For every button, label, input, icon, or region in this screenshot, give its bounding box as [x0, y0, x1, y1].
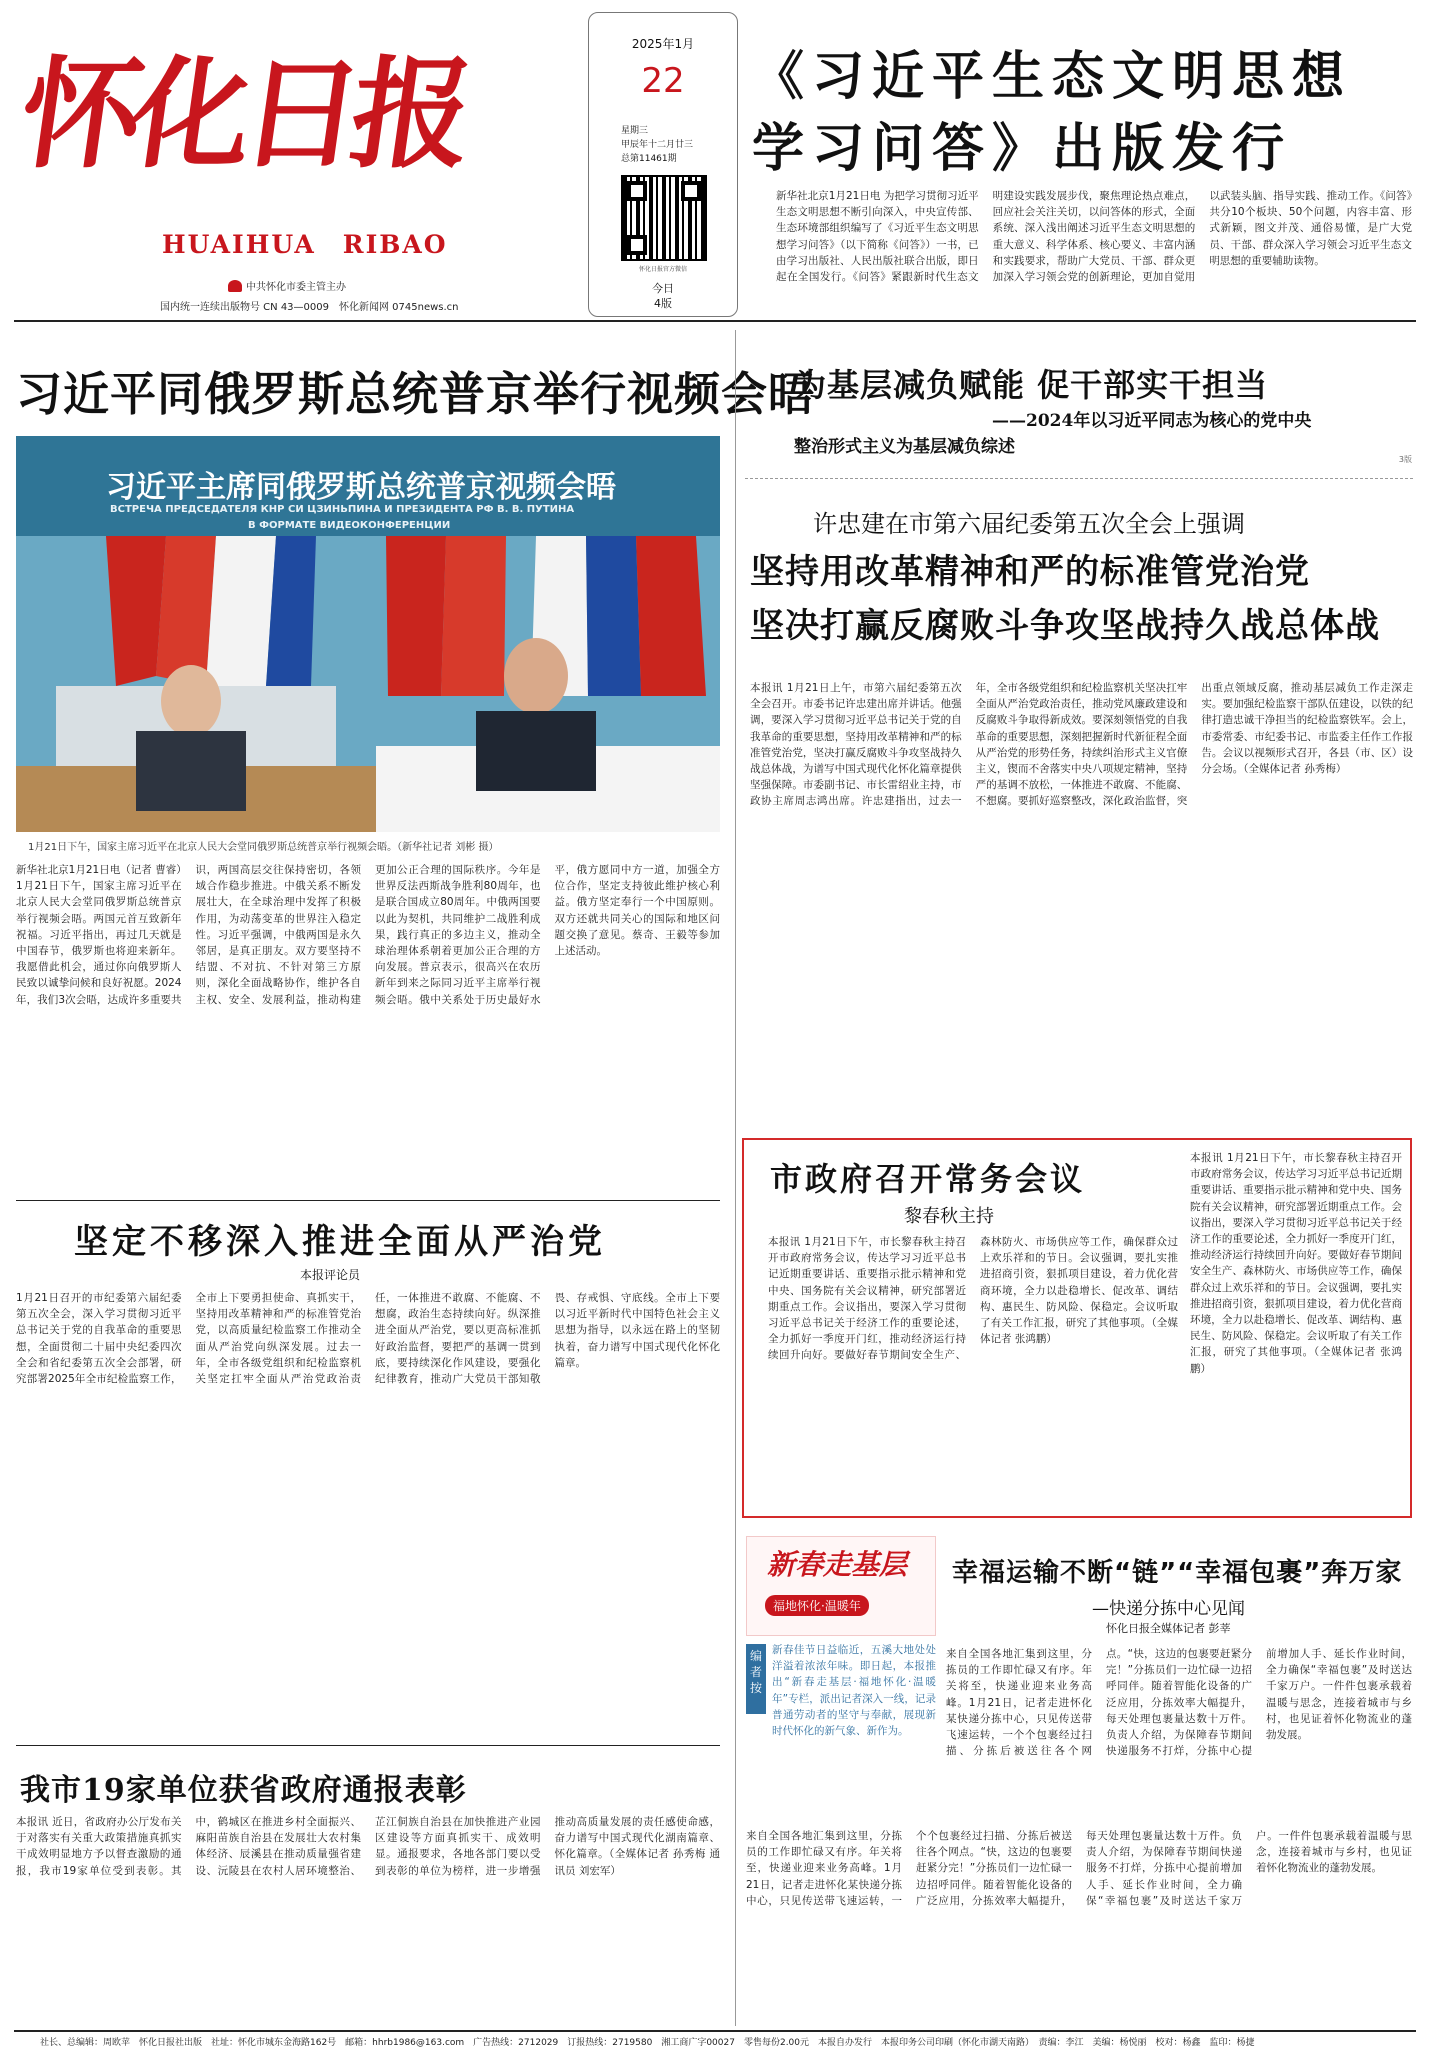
date-box: [588, 12, 738, 317]
reduce-story: [752, 338, 1412, 468]
reduce-subtitle: ——2024年以习近平同志为核心的党中央整治形式主义为基层减负综述: [794, 411, 1312, 457]
resolve-title[interactable]: 坚定不移深入推进全面从严治党: [74, 1222, 606, 1262]
government-body-right: 本报讯 1月21日下午，市长黎春秋主持召开市政府常务会议，传达学习习近平总书记近期重要讲话、重要指示批示精神和党中央、国务院有关会议精神，研究部署近期重点工作。会议指出，要深入学习贯彻习近平总书记关于经济工作的重要论述，全力抓好一季度开门红，推动经济运行持续回升向好。要做好春节期间安全生产、森林防火、市场供应等工作，确保群众过上欢乐祥和的节日。会议强调，要扎实推进招商引资，狠抓项目建设，着力优化营商环境，全力以赴稳增长、促改革、调结构、惠民生、防风险、保稳定。会议听取了有关工作汇报，研究了其他事项。（全媒体记者 张鸿鹏）: [1190, 1152, 1402, 1375]
date-issue: 总第11461期: [621, 154, 677, 164]
date-lunar: 甲辰年十二月廿三: [621, 140, 694, 150]
spring-badge-title: 新春走基层: [767, 1548, 908, 1581]
rule-column-divider: [735, 330, 736, 2026]
lead-photo: [16, 436, 720, 832]
award-body: 本报讯 近日，省政府办公厅发布关于对落实有关重大政策措施真抓实干成效明显地方予以督查激励的通报，我市19家单位受到表彰。其中，鹤城区在推进乡村全面振兴、麻阳苗族自治县在发展壮大农村集体经济、辰溪县在推动质量强省建设、沅陵县在农村人居环境整治、芷江侗族自治县在加快推进产业园区建设等方面真抓实干、成效明显。通报要求，各地各部门要以受到表彰的单位为榜样，进一步增强推动高质量发展的责任感使命感，奋力谱写中国式现代化湖南篇章、怀化篇章。（全媒体记者 孙秀梅 通讯员 刘宏军）: [16, 1816, 720, 1877]
sponsor-text: 中共怀化市委主管主办: [246, 282, 346, 293]
editor-note-tag: 编者按: [746, 1644, 766, 1714]
discipline-title-1[interactable]: 坚持用改革精神和严的标准管党治党: [750, 552, 1310, 592]
party-emblem-icon: [228, 280, 242, 292]
editor-note: 新春佳节日益临近，五溪大地处处洋溢着浓浓年味。即日起，本报推出“新春走基层·福地怀化·温暖年”专栏，派出记者深入一线，记录普通劳动者的坚守与奉献，展现新时代怀化的新气象、新作为。: [772, 1644, 936, 1738]
spring-badge: [746, 1536, 936, 1636]
masthead-pinyin: HUAIHUA RIBAO: [162, 230, 448, 259]
rule-footer: [14, 2030, 1416, 2032]
government-subtitle: 黎春秋主持: [904, 1206, 994, 1227]
reduce-jump[interactable]: 3版: [1398, 455, 1412, 464]
logo-char-2: 化: [122, 44, 262, 185]
rule-reduce-bottom: [745, 478, 1413, 479]
flags-left: [106, 536, 316, 686]
photo-banner: [16, 436, 720, 536]
government-story: [742, 1138, 1412, 1518]
date-month: 2025年1月: [631, 37, 695, 51]
lead-story-title[interactable]: 习近平同俄罗斯总统普京举行视频会晤: [16, 367, 815, 421]
government-title[interactable]: 市政府召开常务会议: [770, 1160, 1086, 1198]
discipline-story: [745, 490, 1413, 1140]
discipline-kicker: 许忠建在市第六届纪委第五次全会上强调: [813, 510, 1245, 538]
logo-char-4: 报: [342, 44, 482, 185]
photo-banner-ru2: В ФОРМАТЕ ВИДЕОКОНФЕРЕНЦИИ: [248, 520, 451, 531]
logistics-story: [742, 1528, 1412, 2028]
date-weekday: 星期三: [621, 126, 649, 136]
logo-char-3: 日: [232, 44, 372, 185]
lead-photo-caption: 1月21日下午，国家主席习近平在北京人民大会堂同俄罗斯总统普京举行视频会晤。（新华社记者 刘彬 摄）: [28, 842, 499, 853]
rule-top: [14, 320, 1416, 322]
discipline-body: 本报讯 1月21日上午，市第六届纪委第五次全会召开。市委书记许忠建出席并讲话。他强调，要深入学习贯彻习近平总书记关于党的自我革命的重要思想，坚持用改革精神和严的标准管党治党，坚决打赢反腐败斗争攻坚战持久战总体战，为谱写中国式现代化怀化篇章提供坚强保障。市委副书记、市长雷绍业主持，市政协主席周志鸿出席。许忠建指出，过去一年，全市各级党组织和纪检监察机关坚决扛牢全面从严治党政治责任，推动党风廉政建设和反腐败斗争取得新成效。要深刻领悟党的自我革命的重要思想，深刻把握新时代新征程全面从严治党的形势任务，持续纠治形式主义官僚主义，锲而不舍落实中央八项规定精神，坚持严的基调不放松，一体推进不敢腐、不能腐、不想腐。要抓好巡察整改，深化政治监督，突出重点领域反腐，推动基层减负工作走深走实。要加强纪检监察干部队伍建设，以铁的纪律打造忠诚干净担当的纪检监察铁军。会上，市委常委、市纪委书记、市监委主任作工作报告。会议以视频形式召开，各县（市、区）设分会场。（全媒体记者 孙秀梅）: [750, 682, 1413, 808]
masthead-sponsor: [228, 278, 346, 293]
rule-resolve-bottom: [16, 1745, 720, 1746]
date-day: 22: [641, 61, 685, 101]
footer-info: 社长、总编辑：周欧苹 怀化日报社出版 社址：怀化市城东金海路162号 邮箱：hhrb1986@163.com 广告热线：2712029 订报热线：2719580 湘工商广字00027 零售每份2.00元 本报自办发行 本报印务公司印刷（怀化市湖天南路） 责编：李江 美编：杨悦丽 校对：杨鑫 监印：杨捷: [40, 2038, 1255, 2048]
resolve-byline: 本报评论员: [300, 1268, 361, 1282]
rule-lead-bottom: [16, 1200, 720, 1201]
photo-banner-cn: 习近平主席同俄罗斯总统普京视频会晤: [106, 470, 616, 505]
masthead: [0, 0, 590, 320]
award-title[interactable]: 我市19家单位获省政府通报表彰: [20, 1773, 467, 1808]
spring-badge-sub: 福地怀化·温暖年: [765, 1595, 869, 1616]
logo-char-1: 怀: [12, 44, 152, 185]
logistics-body-bottom: 来自全国各地汇集到这里，分拣员的工作即忙碌又有序。年关将至，快递业迎来业务高峰。1月21日，记者走进怀化某快递分拣中心，只见传送带飞速运转，一个个包裹经过扫描、分拣后被送往各个网点。“快，这边的包裹要赶紧分完！”分拣员们一边忙碌一边招呼同伴。随着智能化设备的广泛应用，分拣效率大幅提升，每天处理包裹量达数十万件。负责人介绍，为保障春节期间快递服务不打烊，分拣中心提前增加人手、延长作业时间，全力确保“幸福包裹”及时送达千家万户。一件件包裹承载着温暖与思念，连接着城市与乡村，也见证着怀化物流业的蓬勃发展。: [746, 1830, 1412, 1907]
logistics-subtitle: —快递分拣中心见闻: [1092, 1599, 1245, 1619]
logistics-title[interactable]: 幸福运输不断“链”“幸福包裹”奔万家: [952, 1558, 1403, 1588]
photo-scene: [16, 536, 720, 832]
logistics-body-top: 来自全国各地汇集到这里，分拣员的工作即忙碌又有序。年关将至，快递业迎来业务高峰。1月21日，记者走进怀化某快递分拣中心，只见传送带飞速运转，一个个包裹经过扫描、分拣后被送往各个网点。“快，这边的包裹要赶紧分完！”分拣员们一边忙碌一边招呼同伴。随着智能化设备的广泛应用，分拣效率大幅提升，每天处理包裹量达数十万件。负责人介绍，为保障春节期间快递服务不打烊，分拣中心提前增加人手、延长作业时间，全力确保“幸福包裹”及时送达千家万户。一件件包裹承载着温暖与思念，连接着城市与乡村，也见证着怀化物流业的蓬勃发展。: [946, 1648, 1412, 1758]
page-count: 今日 4版: [652, 282, 674, 310]
qr-caption: 怀化日报官方微信: [638, 266, 687, 273]
photo-banner-ru1: ВСТРЕЧА ПРЕДСЕДАТЕЛЯ КНР СИ ЦЗИНЬПИНА И ПРЕЗИДЕНТА РФ В. В. ПУТИНА: [110, 504, 575, 515]
discipline-title-2[interactable]: 坚决打赢反腐败斗争攻坚战持久战总体战: [750, 606, 1380, 646]
lead-story-body: 新华社北京1月21日电（记者 曹睿）1月21日下午，国家主席习近平在北京人民大会堂同俄罗斯总统普京举行视频会晤。两国元首互致新年祝福。习近平指出，再过几天就是中国春节，俄罗斯也将迎来新年。我愿借此机会，通过你向俄罗斯人民致以诚挚问候和良好祝愿。2024年，我们3次会晤，达成许多重要共识，两国高层交往保持密切，各领域合作稳步推进。中俄关系不断发展壮大，在全球治理中发挥了积极作用，为动荡变革的世界注入稳定性。习近平强调，中俄两国是永久邻居，是真正朋友。双方要坚持不结盟、不对抗、不针对第三方原则，深化全面战略协作，维护各自主权、安全、发展利益，推动构建更加公正合理的国际秩序。今年是世界反法西斯战争胜利80周年，也是联合国成立80周年。中俄两国要以此为契机，共同维护二战胜利成果，践行真正的多边主义，推动全球治理体系朝着更加公正合理的方向发展。普京表示，很高兴在农历新年到来之际同习近平主席举行视频会晤。俄中关系处于历史最好水平，俄方愿同中方一道，加强全方位合作，坚定支持彼此维护核心利益。俄方坚定奉行一个中国原则。双方还就共同关心的国际和地区问题交换了意见。蔡奇、王毅等参加上述活动。: [16, 864, 720, 1006]
top-story-title-1[interactable]: 《习近平生态文明思想: [752, 46, 1353, 107]
qr-code[interactable]: [621, 175, 707, 261]
top-story: [752, 20, 1412, 310]
resolve-body: 1月21日召开的市纪委第六届纪委第五次全会，深入学习贯彻习近平总书记关于党的自我革命的重要思想，全面贯彻二十届中央纪委四次全会和省纪委第五次全会部署，研究部署2025年全市纪检监察工作，全市上下要勇担使命、真抓实干，坚持用改革精神和严的标准管党治党，以高质量纪检监察工作推动全面从严治党向纵深发展。过去一年，全市各级党组织和纪检监察机关坚定扛牢全面从严治党政治责任，一体推进不敢腐、不能腐、不想腐，政治生态持续向好。纵深推进全面从严治党，要以更高标准抓好政治监督，要把严的基调一贯到底，要持续深化作风建设，要强化纪律教育，推动广大党员干部知敬畏、存戒惧、守底线。全市上下要以习近平新时代中国特色社会主义思想为指导，以永远在路上的坚韧执着，奋力谱写中国式现代化怀化篇章。: [16, 1292, 720, 1386]
government-body-left: 本报讯 1月21日下午，市长黎春秋主持召开市政府常务会议，传达学习习近平总书记近期重要讲话、重要指示批示精神和党中央、国务院有关会议精神，研究部署近期重点工作。会议指出，要深入学习贯彻习近平总书记关于经济工作的重要论述，全力抓好一季度开门红，推动经济运行持续回升向好。要做好春节期间安全生产、森林防火、市场供应等工作，确保群众过上欢乐祥和的节日。会议强调，要扎实推进招商引资，狠抓项目建设，着力优化营商环境，全力以赴稳增长、促改革、调结构、惠民生、防风险、保稳定。会议听取了有关工作汇报，研究了其他事项。（全媒体记者 张鸿鹏）: [768, 1236, 1178, 1362]
masthead-logo: [12, 40, 482, 190]
logistics-byline: 怀化日报全媒体记者 彭莘: [1106, 1622, 1231, 1635]
top-story-title-2[interactable]: 学习问答》出版发行: [752, 118, 1293, 179]
top-story-body: 新华社北京1月21日电 为把学习贯彻习近平生态文明思想不断引向深入，中央宣传部、生态环境部组织编写了《习近平生态文明思想学习问答》（以下简称《问答》）一书，已由学习出版社、人民出版社联合出版，即日起在全国发行。《问答》紧跟新时代生态文明建设实践发展步伐，聚焦理论热点难点，回应社会关注关切，以问答体的形式，全面系统、深入浅出阐述习近平生态文明思想的重大意义、科学体系、核心要义、丰富内涵和实践要求，帮助广大党员、干部、群众更加深入学习领会党的创新理论，更加自觉用以武装头脑、指导实践、推动工作。《问答》共分10个板块、50个问题，内容丰富、形式新颖，图文并茂、通俗易懂，是广大党员、干部、群众深入学习领会习近平生态文明思想的重要辅助读物。: [776, 190, 1412, 284]
masthead-registration: 国内统一连续出版物号 CN 43—0009 怀化新闻网 0745news.cn: [160, 302, 459, 313]
reduce-title[interactable]: 为基层减负赋能 促干部实干担当: [794, 366, 1269, 404]
